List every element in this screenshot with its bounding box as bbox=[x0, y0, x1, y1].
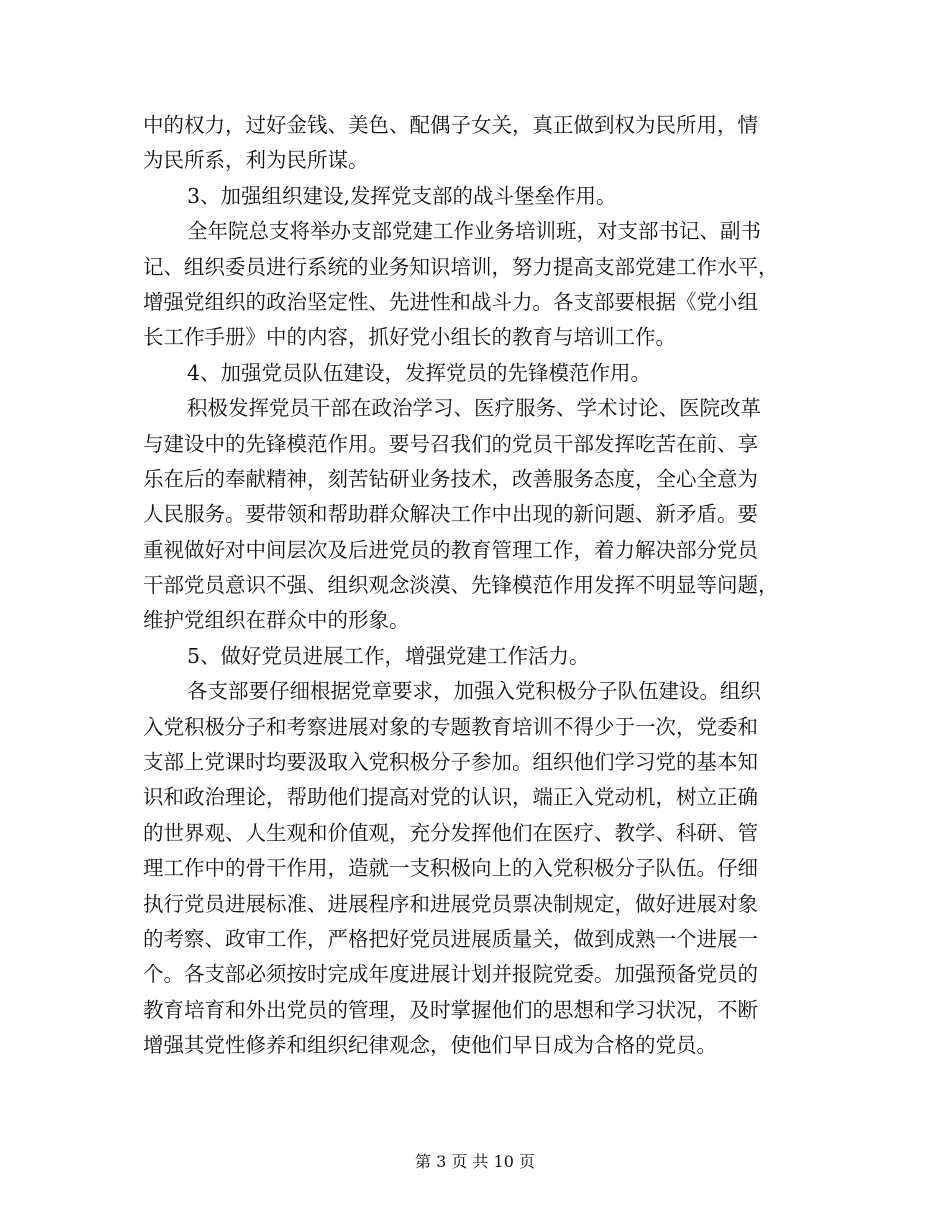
body-line: 干部党员意识不强、组织观念淡漠、先锋模范作用发挥不明显等问题， bbox=[143, 573, 779, 598]
body-line: 理工作中的骨干作用，造就一支积极向上的入党积极分子队伍。仔细 bbox=[143, 856, 758, 881]
body-line: 增强党组织的政治坚定性、先进性和战斗力。各支部要根据《党小组 bbox=[143, 289, 758, 314]
section-heading-4: 4、加强党员队伍建设，发挥党员的先锋模范作用。 bbox=[187, 360, 652, 385]
body-line: 个。各支部必须按时完成年度进展计划并报院党委。加强预备党员的 bbox=[143, 962, 758, 987]
body-line: 的考察、政审工作，严格把好党员进展质量关，做到成熟一个进展一 bbox=[143, 926, 758, 951]
body-line: 人民服务。要带领和帮助群众解决工作中出现的新问题、新矛盾。要 bbox=[143, 502, 758, 527]
body-line: 中的权力，过好金钱、美色、配偶子女关，真正做到权为民所用，情 bbox=[143, 113, 758, 137]
body-line: 入党积极分子和考察进展对象的专题教育培训不得少于一次，党委和 bbox=[143, 714, 758, 739]
body-line: 识和政治理论，帮助他们提高对党的认识，端正入党动机，树立正确 bbox=[143, 785, 758, 810]
body-line: 各支部要仔细根据党章要求，加强入党积极分子队伍建设。组织 bbox=[187, 679, 761, 704]
body-line: 长工作手册》中的内容，抓好党小组长的教育与培训工作。 bbox=[143, 325, 676, 350]
section-heading-3: 3、加强组织建设,发挥党支部的战斗堡垒作用。 bbox=[187, 183, 617, 208]
page-number-footer: 第 3 页 共 10 页 bbox=[415, 1152, 535, 1171]
body-line: 维护党组织在群众中的形象。 bbox=[143, 608, 410, 633]
body-line: 与建设中的先锋模范作用。要号召我们的党员干部发挥吃苦在前、享 bbox=[143, 431, 758, 456]
body-line: 乐在后的奉献精神，刻苦钻研业务技术，改善服务态度，全心全意为 bbox=[143, 466, 758, 491]
body-line: 教育培育和外出党员的管理，及时掌握他们的思想和学习状况，不断 bbox=[143, 997, 758, 1022]
body-line: 的世界观、人生观和价值观，充分发挥他们在医疗、教学、科研、管 bbox=[143, 820, 758, 845]
document-body bbox=[143, 108, 807, 1064]
body-line: 增强其党性修养和组织纪律观念，使他们早日成为合格的党员。 bbox=[143, 1033, 717, 1058]
body-line: 支部上党课时均要汲取入党积极分子参加。组织他们学习党的基本知 bbox=[143, 750, 758, 775]
body-line: 重视做好对中间层次及后进党员的教育管理工作，着力解决部分党员 bbox=[143, 537, 758, 562]
body-line: 全年院总支将举办支部党建工作业务培训班，对支部书记、副书 bbox=[187, 219, 761, 244]
body-line: 为民所系，利为民所谋。 bbox=[143, 148, 369, 173]
body-line: 记、组织委员进行系统的业务知识培训，努力提高支部党建工作水平， bbox=[143, 254, 779, 279]
body-line: 执行党员进展标准、进展程序和进展党员票决制规定，做好进展对象 bbox=[143, 891, 758, 916]
section-heading-5: 5、做好党员进展工作，增强党建工作活力。 bbox=[187, 643, 590, 668]
body-line: 积极发挥党员干部在政治学习、医疗服务、学术讨论、医院改革 bbox=[187, 396, 761, 421]
